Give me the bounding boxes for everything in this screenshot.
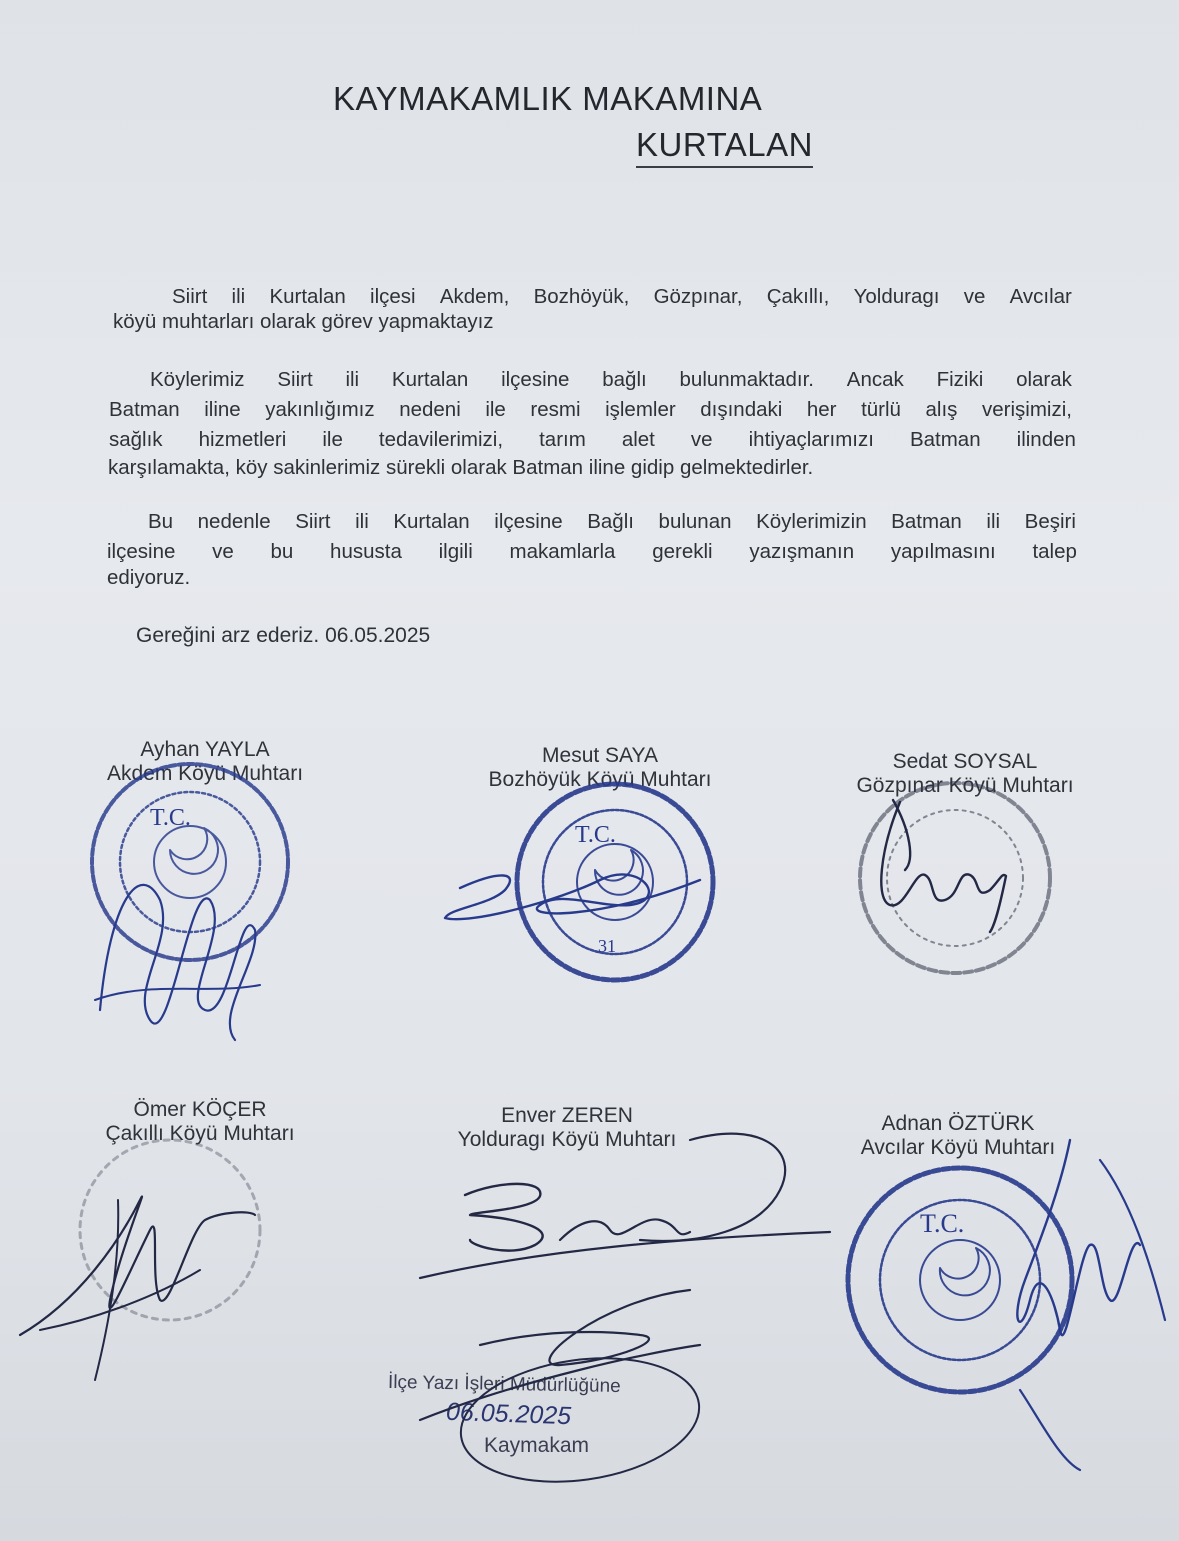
annotation-sign: Kaymakam: [484, 1434, 590, 1457]
signatory-name: Ömer KÖÇER: [133, 1098, 267, 1121]
word: ilçesine: [107, 540, 176, 563]
word: türlü: [861, 398, 901, 421]
signatory-title: Avcılar Köyü Muhtarı: [860, 1136, 1056, 1159]
word: ili: [345, 368, 360, 391]
word: Bu: [148, 510, 174, 533]
word: ilinden: [1016, 428, 1076, 451]
word: Köylerimizin: [756, 510, 867, 533]
word: Batman: [109, 398, 180, 421]
word: işlemler: [605, 398, 676, 421]
word: tedavilerimizi,: [378, 428, 504, 451]
word: ve: [212, 540, 234, 563]
word: hususta: [330, 540, 402, 563]
word: Kurtalan: [391, 368, 469, 391]
word: Fiziki: [936, 368, 984, 391]
word: sağlık: [109, 428, 163, 451]
word: alet: [621, 428, 655, 451]
word: bu: [270, 540, 294, 563]
word: bulunan: [658, 510, 732, 533]
seal-lettering: 31: [598, 936, 616, 956]
word: Bozhöyük,: [533, 285, 630, 308]
closing-line: Gereğini arz ederiz. 06.05.2025: [136, 624, 431, 647]
heading-line-1: KAYMAKAMLIK MAKAMINA: [333, 80, 763, 117]
p3-line-3: ediyoruz.: [107, 566, 191, 589]
word: bulunmaktadır.: [679, 368, 814, 391]
word: yazışmanın: [749, 540, 855, 563]
word: ile: [485, 398, 506, 421]
signatory-title: Akdem Köyü Muhtarı: [106, 762, 304, 785]
word: alış: [925, 398, 958, 421]
word: Gözpınar,: [653, 285, 743, 308]
word: ilçesine: [494, 510, 563, 533]
signature-scribble: [100, 885, 255, 1040]
word: verişimizi,: [982, 398, 1072, 421]
word: nedenle: [197, 510, 271, 533]
signatory-title: Çakıllı Köyü Muhtarı: [105, 1122, 295, 1145]
word: yakınlığımız: [265, 398, 375, 421]
word: Batman: [909, 428, 981, 451]
signatory-title: Bozhöyük Köyü Muhtarı: [488, 768, 712, 791]
word: makamlarla: [509, 540, 616, 563]
word: resmi: [530, 398, 581, 421]
signatory-name: Sedat SOYSAL: [892, 750, 1038, 773]
word: Çakıllı,: [766, 285, 830, 308]
word: ve: [690, 428, 713, 451]
heading-line-2: KURTALAN: [636, 126, 813, 168]
signatory-name: Ayhan YAYLA: [140, 738, 270, 761]
annotation-date: 06.05.2025: [445, 1397, 572, 1431]
signatory-title: Yolduragı Köyü Muhtarı: [457, 1128, 677, 1151]
annotation-office: İlçe Yazı İşleri Müdürlüğüne: [387, 1371, 621, 1398]
word: olarak: [1016, 368, 1072, 391]
word: Bağlı: [587, 510, 634, 533]
word: bağlı: [602, 368, 647, 391]
signatory-name: Enver ZEREN: [501, 1104, 633, 1127]
seal-lettering: T.C.: [920, 1209, 965, 1238]
word: ili: [355, 510, 369, 533]
signature-scribble: [881, 802, 1006, 932]
word: ilçesine: [501, 368, 570, 391]
signature-scribble: [465, 1184, 543, 1251]
p2-line-4: karşılamakta, köy sakinlerimiz sürekli olarak Batman iline gidip gelmektedirler.: [108, 456, 814, 479]
word: her: [806, 398, 837, 421]
word: ilgili: [438, 540, 473, 563]
word: Kurtalan: [269, 285, 346, 308]
word: Kurtalan: [393, 510, 470, 533]
word: Siirt: [277, 368, 313, 391]
word: Yolduragı: [853, 285, 940, 308]
official-seal-stamp: [860, 783, 1050, 973]
word: Akdem,: [439, 285, 510, 308]
word: ile: [322, 428, 343, 451]
seal-lettering: T.C.: [575, 822, 616, 848]
official-seal-stamp: [848, 1168, 1072, 1392]
word: Avcılar: [1009, 285, 1072, 308]
word: yapılmasını: [890, 540, 996, 563]
word: talep: [1032, 540, 1077, 563]
signatory-name: Adnan ÖZTÜRK: [881, 1112, 1035, 1135]
word: nedeni: [399, 398, 461, 421]
p1-line-2: köyü muhtarları olarak görev yapmaktayız: [113, 310, 494, 333]
word: ilçesi: [370, 285, 416, 308]
word: Siirt: [295, 510, 331, 533]
seal-lettering: T.C.: [150, 805, 191, 831]
signature-scribble: [20, 1196, 255, 1335]
word: ve: [963, 285, 986, 308]
signatory-name: Mesut SAYA: [542, 744, 658, 767]
word: tarım: [539, 428, 586, 451]
word: Köylerimiz: [150, 368, 245, 391]
signature-scribble: [445, 874, 700, 919]
word: ili: [231, 285, 246, 308]
word: ihtiyaçlarımızı: [748, 428, 874, 451]
word: Batman: [891, 510, 962, 533]
word: Ancak: [846, 368, 904, 391]
word: iline: [204, 398, 241, 421]
word: hizmetleri: [198, 428, 287, 451]
word: ili: [986, 510, 1001, 533]
word: Beşiri: [1024, 510, 1076, 533]
word: gerekli: [652, 540, 713, 563]
signatory-title: Gözpınar Köyü Muhtarı: [856, 774, 1074, 797]
word: dışındaki: [700, 398, 783, 421]
word: Siirt: [172, 285, 208, 308]
